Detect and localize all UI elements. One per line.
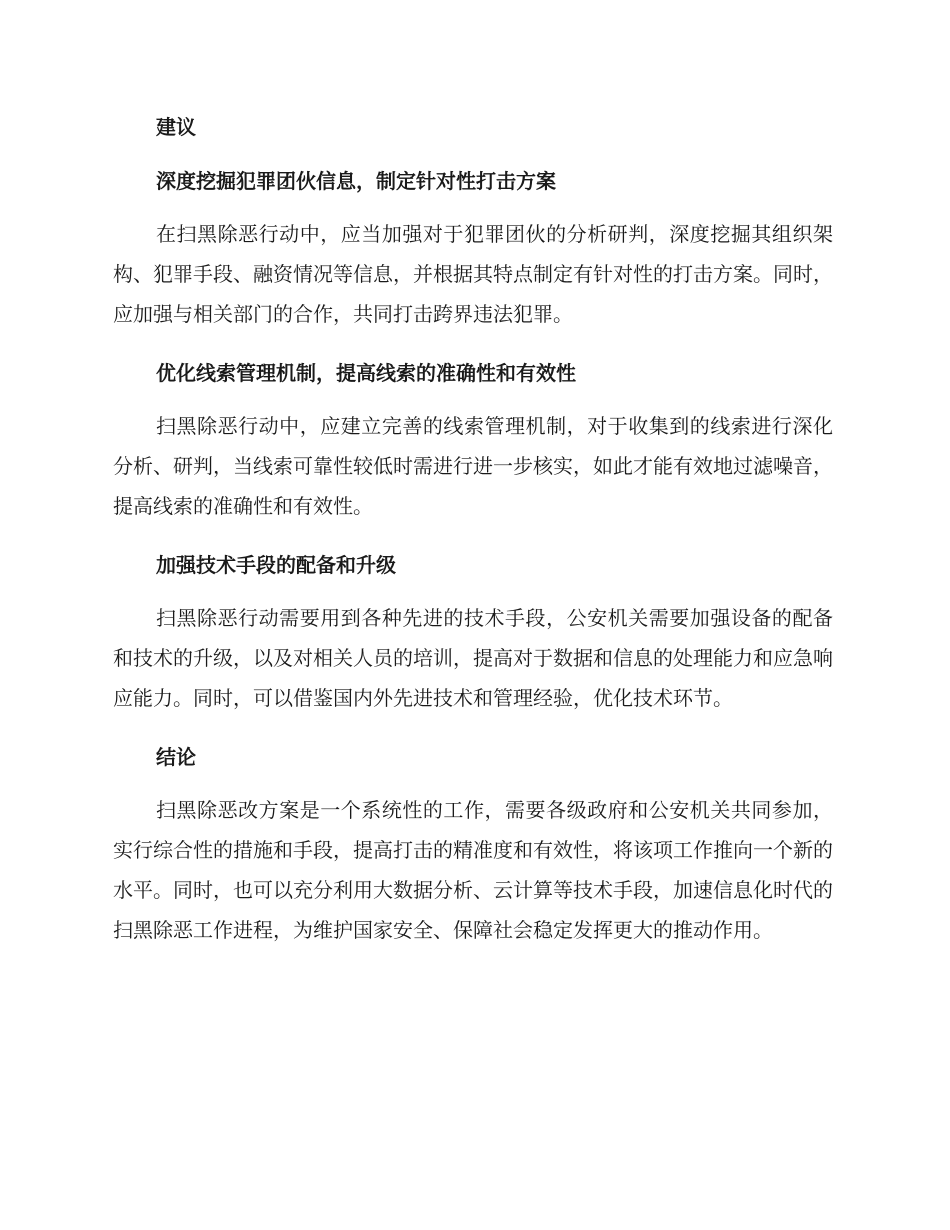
section-paragraph-criminal-gangs: 在扫黑除恶行动中，应当加强对于犯罪团伙的分析研判，深度挖掘其组织架构、犯罪手段、融资情况等信息，并根据其特点制定有针对性的打击方案。同时，应加强与相关部门的合作，共同打击跨界违法犯罪。 <box>113 222 833 326</box>
section-heading-suggestions: 建议 <box>156 115 196 139</box>
document-body <box>113 104 833 966</box>
section-paragraph-clue-management: 扫黑除恶行动中，应建立完善的线索管理机制，对于收集到的线索进行深化分析、研判，当线索可靠性较低时需进行进一步核实，如此才能有效地过滤噪音，提高线索的准确性和有效性。 <box>113 414 833 518</box>
section-paragraph-conclusion: 扫黑除恶改方案是一个系统性的工作，需要各级政府和公安机关共同参加，实行综合性的措施和手段，提高打击的精准度和有效性，将该项工作推向一个新的水平。同时，也可以充分利用大数据分析、云计算等技术手段，加速信息化时代的扫黑除恶工作进程，为维护国家安全、保障社会稳定发挥更大的推动作用。 <box>113 798 833 942</box>
section-heading-clue-management: 优化线索管理机制，提高线索的准确性和有效性 <box>156 361 576 385</box>
section-paragraph-technology: 扫黑除恶行动需要用到各种先进的技术手段，公安机关需要加强设备的配备和技术的升级，以及对相关人员的培训，提高对于数据和信息的处理能力和应急响应能力。同时，可以借鉴国内外先进技术和管理经验，优化技术环节。 <box>113 606 833 710</box>
section-heading-criminal-gangs: 深度挖掘犯罪团伙信息，制定针对性打击方案 <box>156 169 556 193</box>
section-heading-conclusion: 结论 <box>156 745 196 769</box>
section-heading-technology: 加强技术手段的配备和升级 <box>156 553 396 577</box>
